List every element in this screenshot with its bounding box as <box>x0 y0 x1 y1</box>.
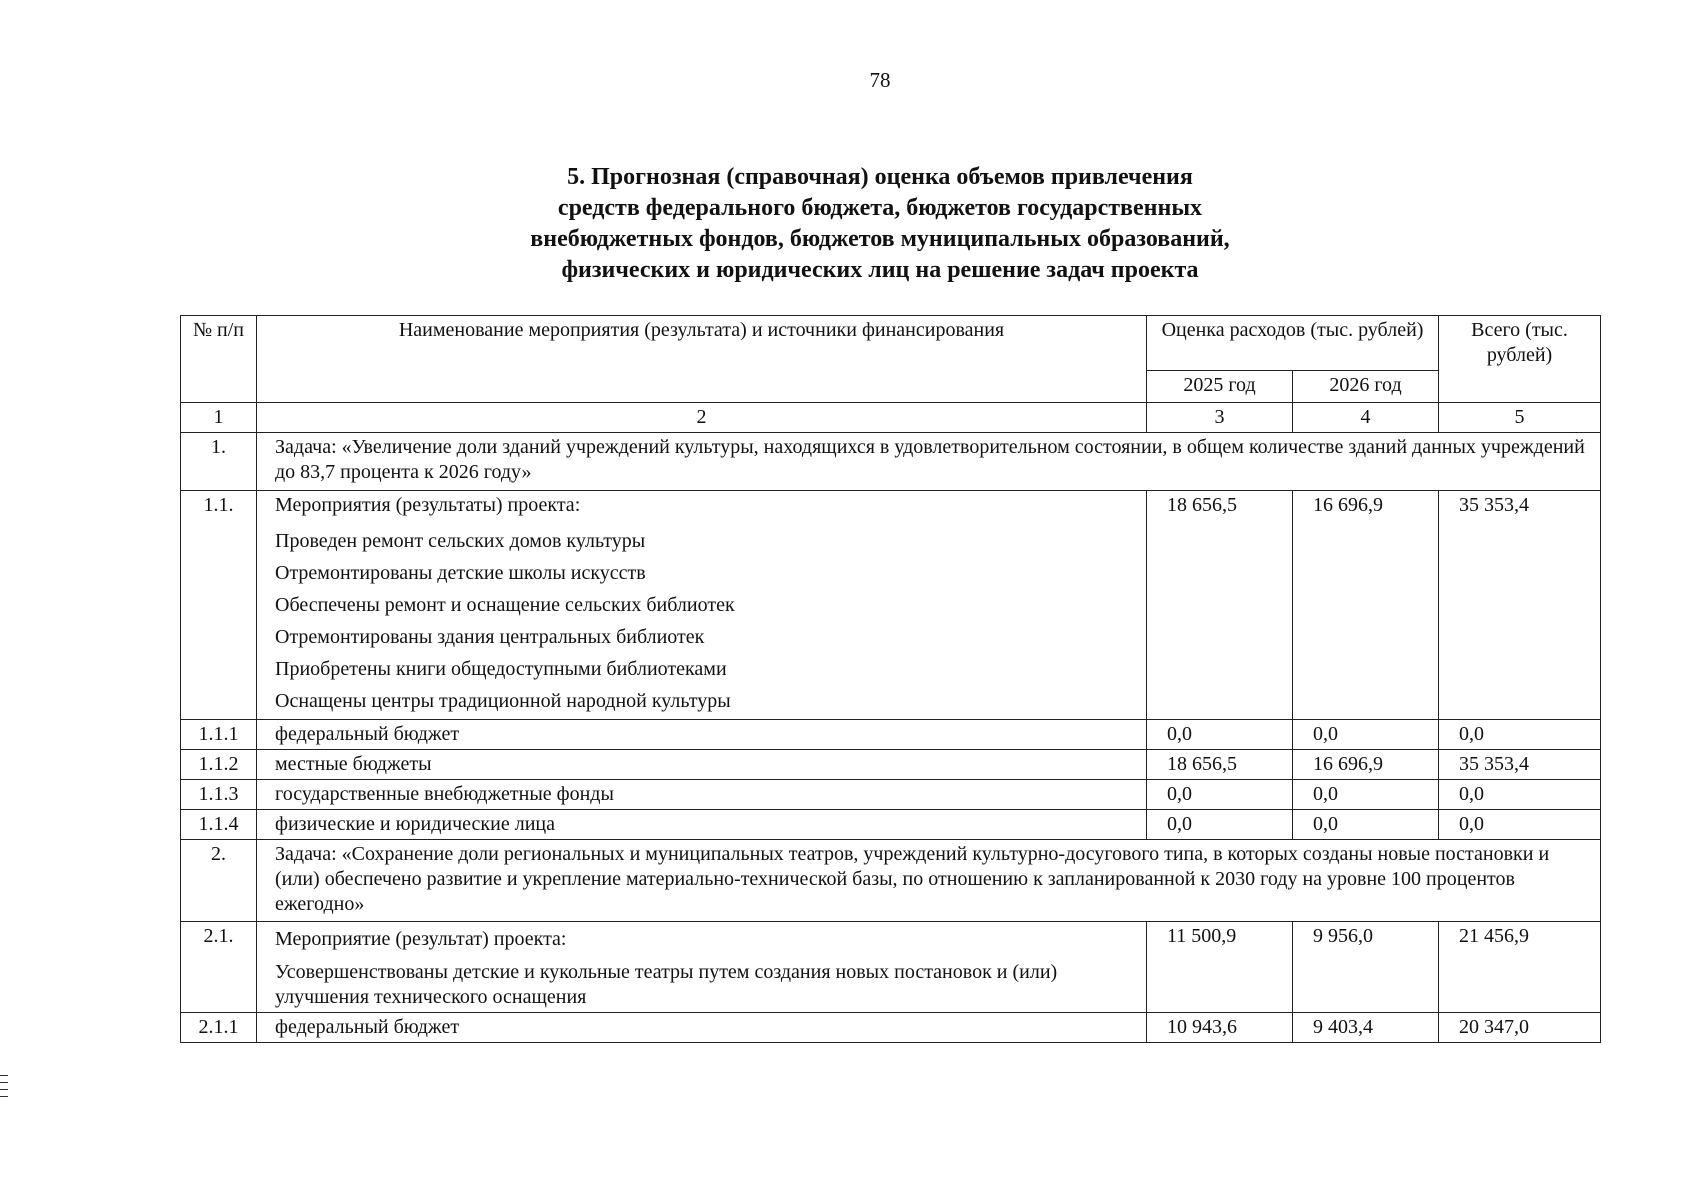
activity-row-1-1 <box>181 491 1601 720</box>
table-row <box>181 810 1601 840</box>
row-num: 2.1.1 <box>181 1013 257 1043</box>
row-2026: 16 696,9 <box>1293 750 1439 780</box>
section-title <box>380 162 1380 286</box>
row-2025: 0,0 <box>1147 780 1293 810</box>
task-2-text: Задача: «Сохранение доли региональных и муниципальных театров, учреждений культурно-досугового типа, в которых созданы новые постановки и (или) обеспечено развитие и укрепление материально-технической базы, по отношению к запланированной к 2030 году на уровне 100 процентов ежегодно» <box>257 840 1601 922</box>
table-row <box>181 1013 1601 1043</box>
row-total: 35 353,4 <box>1439 750 1601 780</box>
table-row <box>181 750 1601 780</box>
activity-1-1-num: 1.1. <box>181 491 257 720</box>
activity-line: Отремонтированы здания центральных библиотек <box>275 626 705 648</box>
activity-1-1-description <box>257 491 1147 720</box>
row-source-name: федеральный бюджет <box>257 720 1147 750</box>
activity-line: Мероприятия (результаты) проекта: <box>275 494 581 516</box>
row-2025: 10 943,6 <box>1147 1013 1293 1043</box>
header-row <box>181 316 1601 371</box>
row-2025: 18 656,5 <box>1147 750 1293 780</box>
activity-2-1-2025: 11 500,9 <box>1147 922 1293 1013</box>
activity-row-2-1 <box>181 922 1601 1013</box>
row-source-name: местные бюджеты <box>257 750 1147 780</box>
col-number-3: 3 <box>1147 403 1293 433</box>
activity-line: Мероприятие (результат) проекта: <box>275 928 567 950</box>
title-line-4: физических и юридических лиц на решение задач проекта <box>561 257 1199 283</box>
activity-1-1-2026: 16 696,9 <box>1293 491 1439 720</box>
margin-mark <box>0 1075 8 1076</box>
row-2026: 9 403,4 <box>1293 1013 1439 1043</box>
header-total: Всего (тыс. рублей) <box>1439 316 1601 403</box>
margin-mark <box>0 1096 8 1097</box>
activity-line: Приобретены книги общедоступными библиотеками <box>275 658 727 680</box>
row-source-name: федеральный бюджет <box>257 1013 1147 1043</box>
row-total: 20 347,0 <box>1439 1013 1601 1043</box>
col-number-2: 2 <box>257 403 1147 433</box>
col-number-5: 5 <box>1439 403 1601 433</box>
activity-2-1-description <box>257 922 1147 1013</box>
title-line-3: внебюджетных фондов, бюджетов муниципальных образований, <box>530 226 1230 252</box>
margin-mark <box>0 1082 8 1083</box>
margin-binding-marks <box>0 1075 10 1103</box>
row-2026: 0,0 <box>1293 780 1439 810</box>
financing-table <box>180 315 1601 1043</box>
row-num: 1.1.4 <box>181 810 257 840</box>
table-row <box>181 780 1601 810</box>
row-total: 0,0 <box>1439 720 1601 750</box>
task-row-2 <box>181 840 1601 922</box>
col-number-1: 1 <box>181 403 257 433</box>
activity-line: Оснащены центры традиционной народной культуры <box>275 690 731 712</box>
task-row-1 <box>181 433 1601 491</box>
row-total: 0,0 <box>1439 780 1601 810</box>
header-year-2026: 2026 год <box>1293 371 1439 403</box>
col-number-4: 4 <box>1293 403 1439 433</box>
header-num: № п/п <box>181 316 257 403</box>
row-num: 1.1.1 <box>181 720 257 750</box>
row-source-name: государственные внебюджетные фонды <box>257 780 1147 810</box>
row-2025: 0,0 <box>1147 810 1293 840</box>
activity-line: Обеспечены ремонт и оснащение сельских библиотек <box>275 594 735 616</box>
row-total: 0,0 <box>1439 810 1601 840</box>
task-2-num: 2. <box>181 840 257 922</box>
task-1-num: 1. <box>181 433 257 491</box>
row-num: 1.1.3 <box>181 780 257 810</box>
table-row <box>181 720 1601 750</box>
activity-line: Усовершенствованы детские и кукольные театры путем создания новых постановок и (или) улучшения технического оснащения <box>275 961 1058 1008</box>
activity-1-1-2025: 18 656,5 <box>1147 491 1293 720</box>
activity-2-1-2026: 9 956,0 <box>1293 922 1439 1013</box>
margin-mark <box>0 1089 8 1090</box>
activity-2-1-num: 2.1. <box>181 922 257 1013</box>
row-2026: 0,0 <box>1293 810 1439 840</box>
activity-2-1-total: 21 456,9 <box>1439 922 1601 1013</box>
page-number: 78 <box>869 68 891 92</box>
activity-1-1-total: 35 353,4 <box>1439 491 1601 720</box>
header-name: Наименование мероприятия (результата) и источники финансирования <box>257 316 1147 403</box>
row-source-name: физические и юридические лица <box>257 810 1147 840</box>
title-line-1: 5. Прогнозная (справочная) оценка объемов привлечения <box>567 164 1193 190</box>
column-numbers-row <box>181 403 1601 433</box>
header-estimate: Оценка расходов (тыс. рублей) <box>1147 316 1439 371</box>
task-1-text: Задача: «Увеличение доли зданий учреждений культуры, находящихся в удовлетворительном состоянии, в общем количестве зданий данных учреждений до 83,7 процента к 2026 году» <box>257 433 1601 491</box>
title-line-2: средств федерального бюджета, бюджетов государственных <box>557 195 1203 221</box>
activity-line: Проведен ремонт сельских домов культуры <box>275 530 646 552</box>
activity-line: Отремонтированы детские школы искусств <box>275 562 646 584</box>
row-num: 1.1.2 <box>181 750 257 780</box>
row-2026: 0,0 <box>1293 720 1439 750</box>
header-year-2025: 2025 год <box>1147 371 1293 403</box>
row-2025: 0,0 <box>1147 720 1293 750</box>
